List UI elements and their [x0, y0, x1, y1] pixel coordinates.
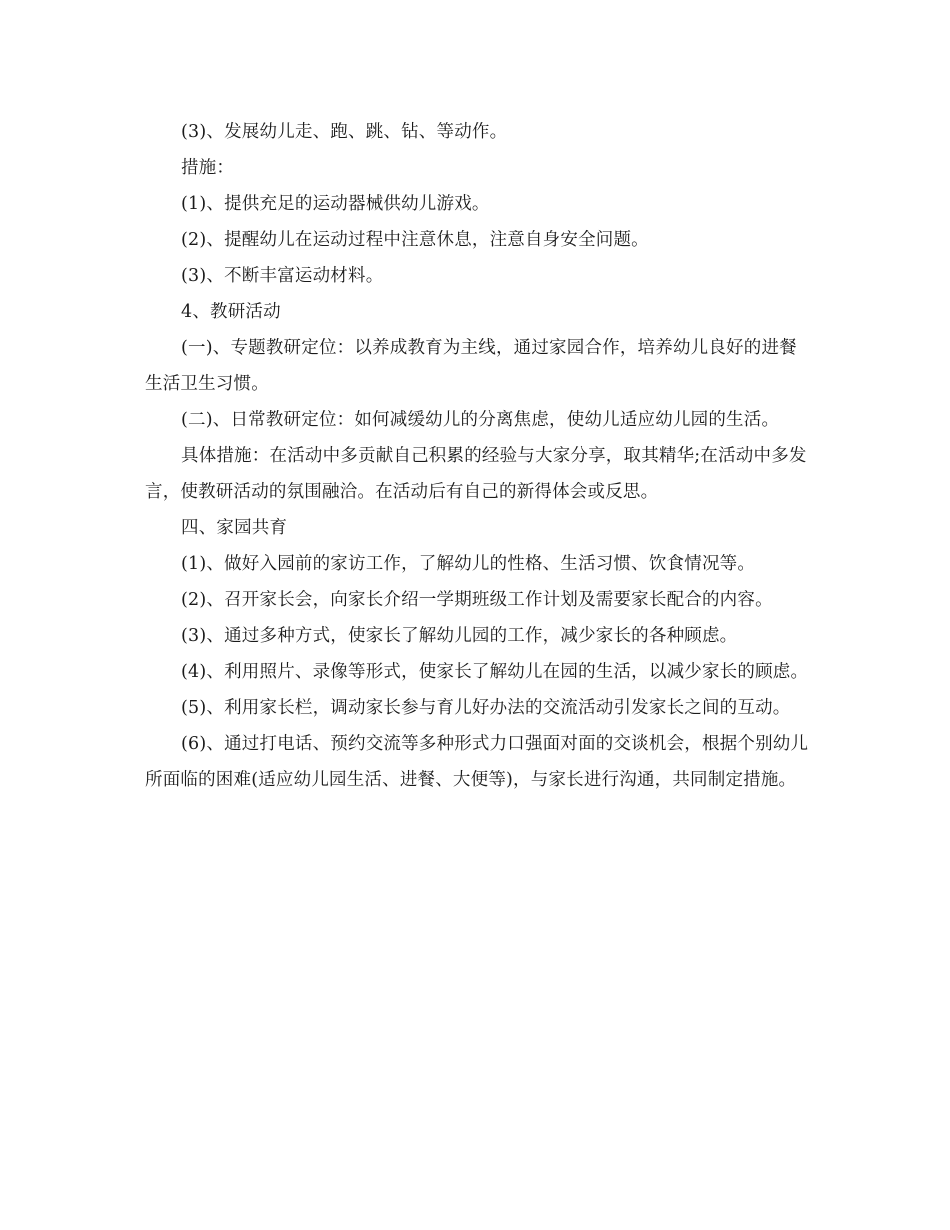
document-body	[145, 114, 810, 798]
paragraph-home-5: (5)、利用家长栏，调动家长参与育儿好办法的交流活动引发家长之间的互动。	[181, 698, 791, 718]
paragraph-research-special: (一)、专题教研定位：以养成教育为主线，通过家园合作，培养幼儿良好的进餐生活卫生习惯。	[145, 338, 797, 394]
section-heading-home-school: 四、家园共育	[181, 518, 288, 538]
paragraph-measures-heading: 措施：	[181, 158, 235, 178]
paragraph-research-daily: (二)、日常教研定位：如何减缓幼儿的分离焦虑，使幼儿适应幼儿园的生活。	[181, 410, 780, 430]
paragraph-research-measures: 具体措施：在活动中多贡献自己积累的经验与大家分享，取其精华;在活动中多发言，使教研活动的氛围融洽。在活动后有自己的新得体会或反思。	[145, 446, 807, 502]
paragraph-home-3: (3)、通过多种方式，使家长了解幼儿园的工作，减少家长的各种顾虑。	[181, 626, 738, 646]
paragraph-home-4: (4)、利用照片、录像等形式，使家长了解幼儿在园的生活，以减少家长的顾虑。	[181, 662, 809, 682]
section-heading-teaching-research: 4、教研活动	[181, 302, 281, 322]
paragraph-measure-2: (2)、提醒幼儿在运动过程中注意休息，注意自身安全问题。	[181, 230, 649, 250]
paragraph-measure-1: (1)、提供充足的运动器械供幼儿游戏。	[181, 194, 490, 214]
paragraph-home-1: (1)、做好入园前的家访工作，了解幼儿的性格、生活习惯、饮食情况等。	[181, 554, 756, 574]
paragraph-goal-3: (3)、发展幼儿走、跑、跳、钻、等动作。	[181, 122, 508, 142]
paragraph-home-6: (6)、通过打电话、预约交流等多种形式力口强面对面的交谈机会，根据个别幼儿所面临的困难(适应幼儿园生活、进餐、大便等)，与家长进行沟通，共同制定措施。	[145, 734, 809, 790]
paragraph-measure-3: (3)、不断丰富运动材料。	[181, 266, 384, 286]
paragraph-home-2: (2)、召开家长会，向家长介绍一学期班级工作计划及需要家长配合的内容。	[181, 590, 773, 610]
